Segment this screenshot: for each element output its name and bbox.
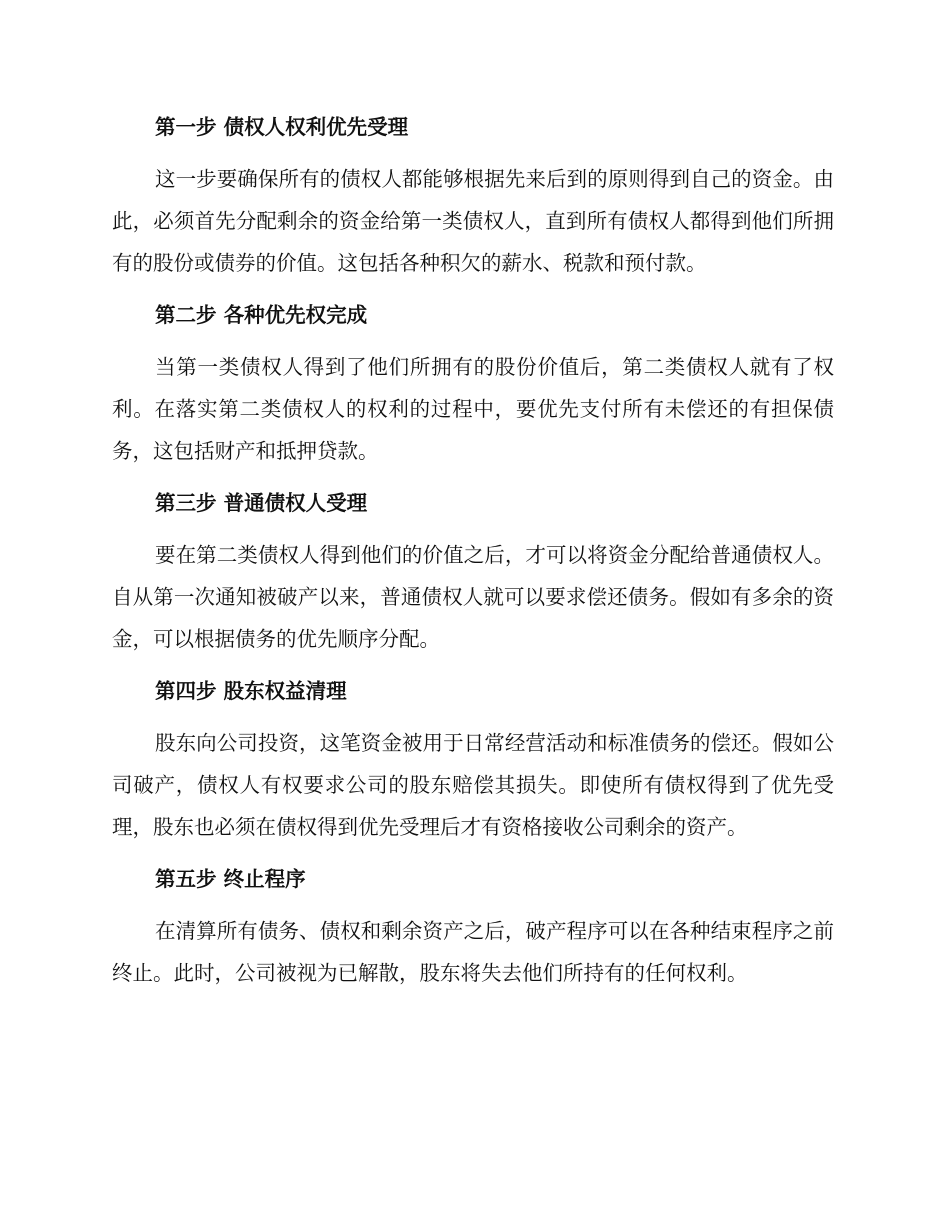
section-heading: 第二步 各种优先权完成 xyxy=(155,303,368,327)
section-heading: 第四步 股东权益清理 xyxy=(155,679,347,703)
section-paragraph: 在清算所有债务、债权和剩余资产之后，破产程序可以在各种结束程序之前终止。此时，公司被视为已解散，股东将失去他们所持有的任何权利。 xyxy=(112,919,834,985)
section-paragraph: 这一步要确保所有的债权人都能够根据先来后到的原则得到自己的资金。由此，必须首先分配剩余的资金给第一类债权人，直到所有债权人都得到他们所拥有的股份或债券的价值。这包括各种积欠的薪水、税款和预付款。 xyxy=(112,167,834,275)
section-step-1 xyxy=(112,106,834,284)
section-paragraph: 股东向公司投资，这笔资金被用于日常经营活动和标准债务的偿还。假如公司破产，债权人有权要求公司的股东赔偿其损失。即使所有债权得到了优先受理，股东也必须在债权得到优先受理后才有资格接收公司剩余的资产。 xyxy=(112,731,834,839)
section-paragraph: 要在第二类债权人得到他们的价值之后，才可以将资金分配给普通债权人。自从第一次通知被破产以来，普通债权人就可以要求偿还债务。假如有多余的资金，可以根据债务的优先顺序分配。 xyxy=(112,543,834,651)
section-step-5 xyxy=(112,858,834,994)
section-heading: 第三步 普通债权人受理 xyxy=(155,491,368,515)
section-heading: 第一步 债权人权利优先受理 xyxy=(155,115,409,139)
section-step-3 xyxy=(112,482,834,660)
section-step-2 xyxy=(112,294,834,472)
document-page xyxy=(112,106,834,1004)
section-paragraph: 当第一类债权人得到了他们所拥有的股份价值后，第二类债权人就有了权利。在落实第二类债权人的权利的过程中，要优先支付所有未偿还的有担保债务，这包括财产和抵押贷款。 xyxy=(112,355,834,463)
section-step-4 xyxy=(112,670,834,848)
section-heading: 第五步 终止程序 xyxy=(155,867,306,891)
